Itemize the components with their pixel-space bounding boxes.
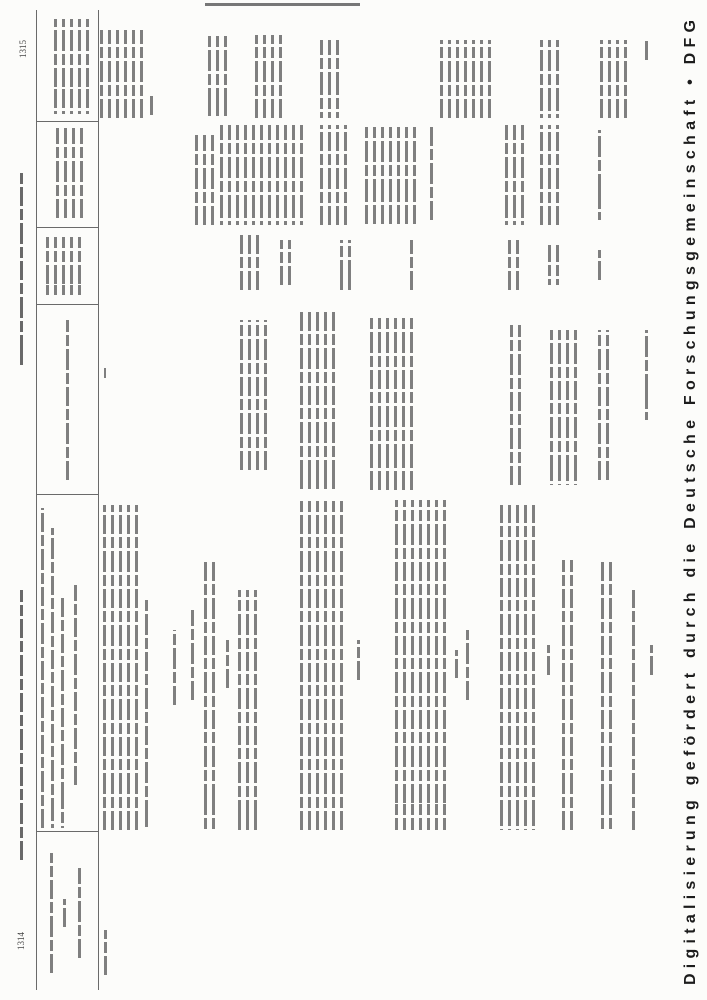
column-divider xyxy=(36,227,98,228)
table-cell-text xyxy=(550,330,577,485)
column-divider xyxy=(36,304,98,305)
table-cell-text xyxy=(548,245,559,285)
table-cell-text xyxy=(430,125,433,220)
clipped-text-fragment xyxy=(205,1,360,6)
page-number-right: 1315 xyxy=(18,40,28,58)
table-cell-text xyxy=(500,505,535,830)
table-cell-text xyxy=(395,500,446,830)
table-cell-text xyxy=(280,240,291,285)
table-cell-text xyxy=(150,95,153,115)
table-cell-text xyxy=(510,325,521,485)
table-cell-text xyxy=(645,330,648,420)
column-header-left-2 xyxy=(51,528,54,828)
table-cell-text xyxy=(100,30,143,118)
table-cell-text xyxy=(601,560,612,830)
table-cell-text xyxy=(145,600,148,830)
section-mark xyxy=(547,645,550,675)
digitization-watermark xyxy=(678,10,702,985)
column-header-left-1 xyxy=(50,853,53,973)
table-cell-text xyxy=(220,125,303,225)
table-cell-text xyxy=(208,35,227,118)
table-cell-text xyxy=(370,315,413,490)
table-cell-text xyxy=(240,320,267,470)
column-header-right-2 xyxy=(46,237,81,295)
watermark-text: Digitalisierung gefördert durch die Deutsche Forschungsgemeinschaft • DFG xyxy=(682,20,699,985)
table-cell-text xyxy=(240,235,259,290)
table-cell-text xyxy=(300,500,343,830)
page-divider xyxy=(36,494,98,495)
table-cell-text xyxy=(540,40,559,118)
table-cell-text xyxy=(320,125,347,225)
running-header-left xyxy=(20,590,24,860)
table-cell-text xyxy=(204,560,215,830)
table-cell-text xyxy=(104,368,106,378)
table-cell-text xyxy=(508,240,519,290)
column-header-left-1 xyxy=(78,868,81,958)
table-cell-text xyxy=(600,40,627,118)
table-cell-text xyxy=(598,130,601,220)
table-cell-text xyxy=(598,330,609,480)
table-cell-text xyxy=(632,590,635,830)
section-mark xyxy=(650,645,653,675)
section-mark xyxy=(357,640,360,680)
table-cell-text xyxy=(598,250,601,280)
table-cell-text xyxy=(440,40,491,118)
column-header-right-4 xyxy=(54,19,89,114)
column-divider xyxy=(36,831,98,832)
column-divider xyxy=(36,121,98,122)
column-header-left-2 xyxy=(41,508,44,828)
table-cell-text xyxy=(320,40,339,118)
table-cell-text xyxy=(238,590,257,830)
column-header-left-2-subheading xyxy=(74,585,77,785)
table-cell-text xyxy=(365,125,416,225)
section-heading xyxy=(191,610,194,700)
column-header-left-1 xyxy=(63,899,66,927)
table-top-rule xyxy=(36,10,37,990)
table-cell-text xyxy=(300,310,335,490)
table-cell-text xyxy=(645,40,648,60)
section-mark xyxy=(466,630,469,700)
table-cell-text xyxy=(195,135,214,225)
table-cell-text xyxy=(540,125,559,225)
page-number-left: 1314 xyxy=(16,932,26,950)
section-mark xyxy=(226,640,229,688)
table-cell-text xyxy=(410,240,413,290)
column-header-right-3 xyxy=(56,128,83,218)
table-cell-text xyxy=(562,560,573,830)
section-heading xyxy=(173,630,176,705)
column-header-left-2 xyxy=(61,598,64,828)
table-cell-text xyxy=(505,125,524,225)
table-cell-text xyxy=(255,35,282,118)
column-header-right-1 xyxy=(66,320,69,480)
table-cell-text xyxy=(103,505,138,830)
section-mark xyxy=(455,650,458,678)
table-cell-text xyxy=(340,240,351,290)
table-header-rule xyxy=(98,10,99,990)
table-cell-text xyxy=(104,930,107,975)
running-header-right xyxy=(20,170,24,365)
